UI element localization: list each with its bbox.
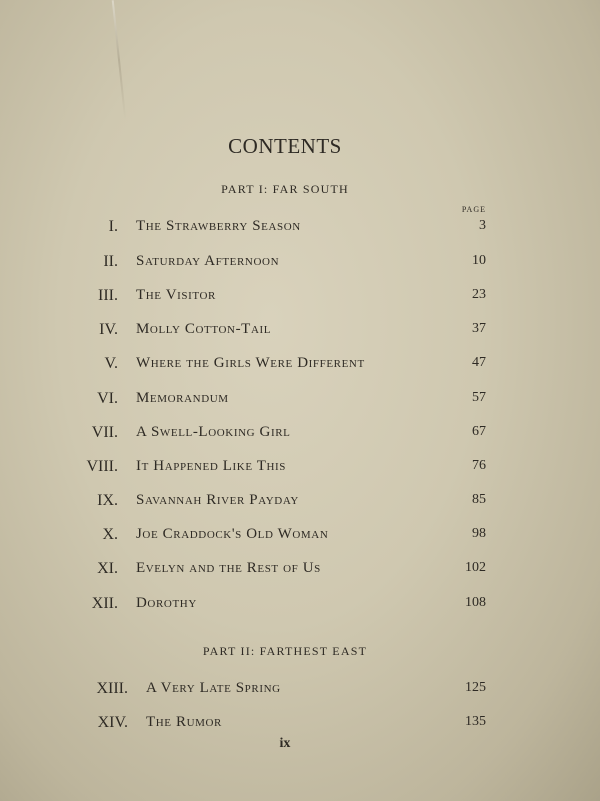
part-2-heading: PART II: FARTHEST EAST [202,644,368,658]
chapter-page: 98 [472,526,486,541]
chapter-title: Saturday Afternoon [136,253,280,269]
chapter-title: A Very Late Spring [146,680,281,696]
chapter-number: I. [108,218,118,235]
chapter-number: IX. [97,492,118,509]
toc-row [0,492,600,514]
toc-row [0,680,600,702]
chapter-number: II. [103,253,118,270]
chapter-title: It Happened Like This [136,458,287,474]
chapter-page: 125 [465,680,486,695]
chapter-title: Dorothy [136,595,197,611]
chapter-title: Where the Girls Were Different [136,355,365,371]
chapter-title: The Visitor [136,287,216,303]
chapter-page: 67 [472,424,486,439]
footer-page-number: ix [279,736,291,751]
chapter-title: The Strawberry Season [136,218,301,234]
chapter-number: VIII. [86,458,118,475]
toc-row [0,560,600,582]
chapter-page: 3 [479,218,486,233]
chapter-number: VII. [91,424,118,441]
chapter-title: A Swell-Looking Girl [136,424,291,440]
toc-row [0,714,600,736]
chapter-page: 85 [472,492,486,507]
chapter-number: X. [102,526,118,543]
contents-title: CONTENTS [228,134,342,158]
chapter-title: Joe Craddock's Old Woman [136,526,329,542]
chapter-page: 10 [472,253,486,268]
chapter-page: 102 [465,560,486,575]
chapter-title: Molly Cotton-Tail [136,321,272,337]
chapter-number: V. [104,355,118,372]
page-crease [112,0,127,120]
toc-row [0,595,600,617]
toc-row [0,390,600,412]
chapter-title: Evelyn and the Rest of Us [136,560,321,576]
chapter-title: Savannah River Payday [136,492,299,508]
toc-row [0,218,600,240]
chapter-title: The Rumor [146,714,222,730]
toc-row [0,253,600,275]
toc-row [0,458,600,480]
toc-row [0,321,600,343]
chapter-page: 76 [472,458,486,473]
chapter-page: 47 [472,355,486,370]
chapter-title: Memorandum [136,390,229,406]
toc-row [0,424,600,446]
chapter-number: XII. [91,595,118,612]
page-column-label: PAGE [461,205,486,214]
toc-row [0,287,600,309]
toc-row [0,526,600,548]
toc-row [0,355,600,377]
chapter-number: XIV. [97,714,128,731]
chapter-number: XIII. [96,680,128,697]
chapter-page: 57 [472,390,486,405]
part-1-heading: PART I: FAR SOUTH [221,182,349,196]
chapter-page: 108 [465,595,486,610]
chapter-page: 135 [465,714,486,729]
chapter-number: IV. [99,321,118,338]
chapter-number: III. [98,287,118,304]
chapter-number: XI. [97,560,118,577]
chapter-number: VI. [97,390,118,407]
chapter-page: 37 [472,321,486,336]
chapter-page: 23 [472,287,486,302]
